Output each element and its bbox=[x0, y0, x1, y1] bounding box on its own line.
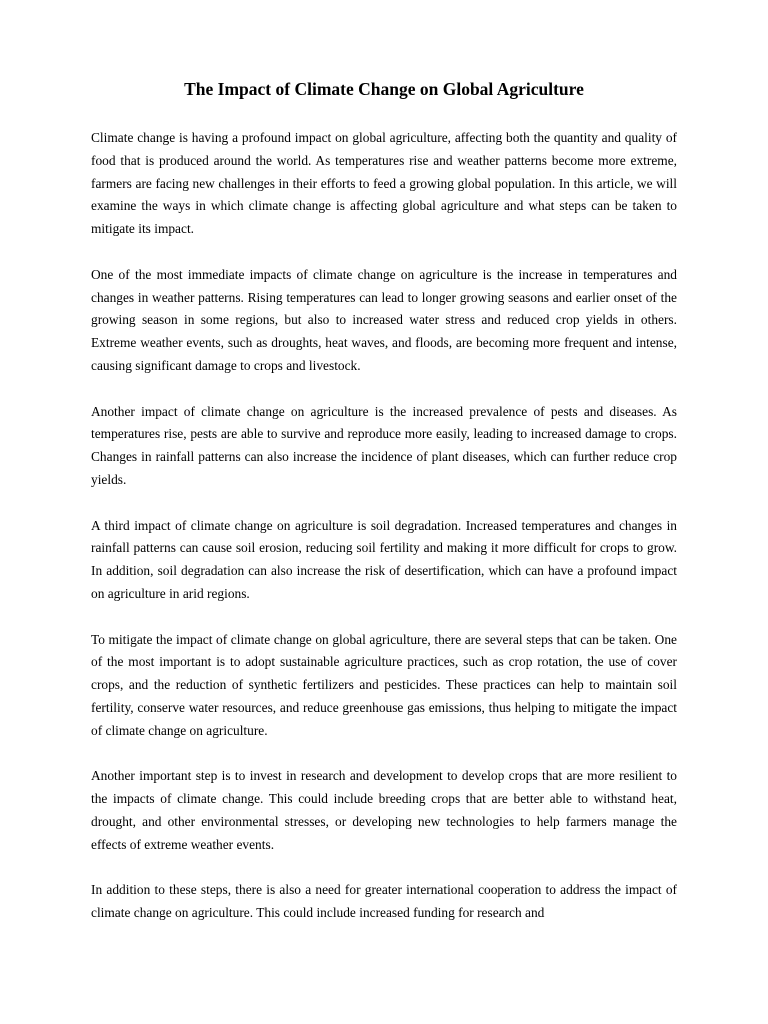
paragraph-temperature: One of the most immediate impacts of climate change on agriculture is the increase in temperatures and changes in weather patterns. Rising temperatures can lead to longer growing seasons and earlier onset of the growing season in some regions, but also to increased water stress and reduced crop yields in others. Extreme weather events, such as droughts, heat waves, and floods, are becoming more frequent and intense, causing significant damage to crops and livestock. bbox=[91, 266, 677, 373]
paragraph-research: Another important step is to invest in research and development to develop crops that are more resilient to the impacts of climate change. This could include breeding crops that are better able to withstand heat, drought, and other environmental stresses, or developing new technologies to help farmers manage the effects of extreme weather events. bbox=[91, 768, 677, 852]
paragraph-pests: Another impact of climate change on agriculture is the increased prevalence of pests and diseases. As temperatures rise, pests are able to survive and reproduce more easily, leading to increased damage to crops. Changes in rainfall patterns can also increase the incidence of plant diseases, which can further reduce crop yields. bbox=[91, 403, 677, 487]
document-title: The Impact of Climate Change on Global Agriculture bbox=[184, 79, 584, 99]
paragraph-soil: A third impact of climate change on agriculture is soil degradation. Increased temperatures and changes in rainfall patterns can cause soil erosion, reducing soil fertility and making it more difficult for crops to grow. In addition, soil degradation can also increase the risk of desertification, which can have a profound impact on agriculture in arid regions. bbox=[91, 517, 677, 601]
paragraph-cooperation: In addition to these steps, there is also a need for greater international cooperation to address the impact of climate change on agriculture. This could include increased funding for research and bbox=[91, 882, 677, 920]
paragraph-intro: Climate change is having a profound impact on global agriculture, affecting both the quantity and quality of food that is produced around the world. As temperatures rise and weather patterns become more extreme, farmers are facing new challenges in their efforts to feed a growing global population. In this article, we will examine the ways in which climate change is affecting global agriculture and what steps can be taken to mitigate its impact. bbox=[91, 130, 677, 236]
document-body bbox=[91, 127, 677, 948]
paragraph-mitigation: To mitigate the impact of climate change on global agriculture, there are several steps that can be taken. One of the most important is to adopt sustainable agriculture practices, such as crop rotation, the use of cover crops, and the reduction of synthetic fertilizers and pesticides. These practices can help to maintain soil fertility, conserve water resources, and reduce greenhouse gas emissions, thus helping to mitigate the impact of climate change on agriculture. bbox=[91, 631, 677, 738]
